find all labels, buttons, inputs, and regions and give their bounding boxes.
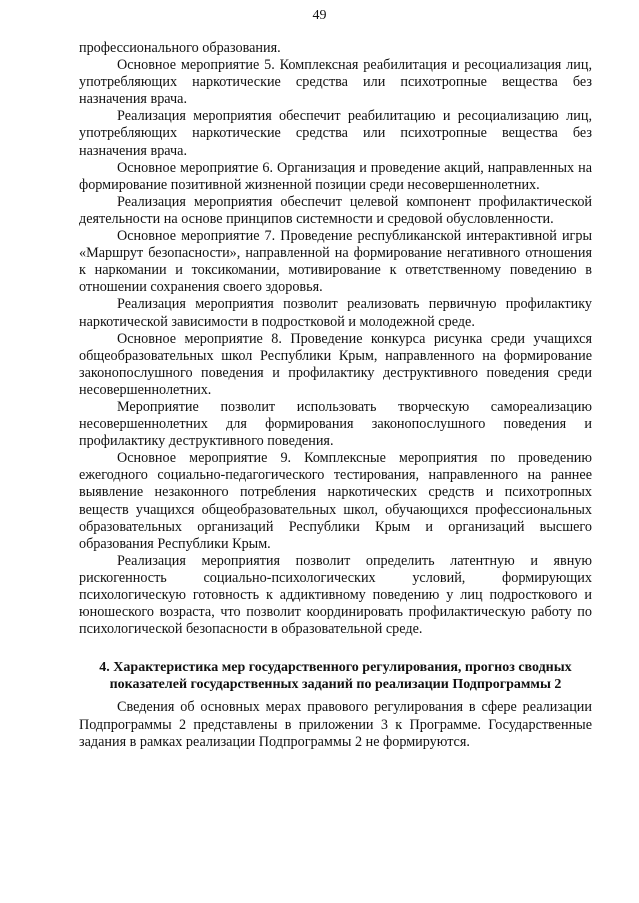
- paragraph-measure-7: Основное мероприятие 7. Проведение республиканской интерактивной игры «Маршрут безопасности», направленной на формирование негативного отношения к наркомании и токсикомании, мотивирование к ответственному поведению в отношении сохранения своего здоровья.: [79, 228, 592, 296]
- paragraph-continuation: профессионального образования.: [79, 40, 281, 56]
- paragraph-measure-5-result: Реализация мероприятия обеспечит реабилитацию и ресоциализацию лиц, употребляющих наркотические средства или психотропные вещества без назначения врача.: [79, 108, 592, 159]
- paragraph-measure-6-result: Реализация мероприятия обеспечит целевой компонент профилактической деятельности на основе принципов системности и средовой обусловленности.: [79, 193, 592, 227]
- paragraph-measure-5: Основное мероприятие 5. Комплексная реабилитация и ресоциализация лиц, употребляющих наркотические средства или психотропные вещества без назначения врача.: [79, 57, 592, 108]
- paragraph-measure-8: Основное мероприятие 8. Проведение конкурса рисунка среди учащихся общеобразовательных школ Республики Крым, направленного на формирование законопослушного поведения и профилактику деструктивного поведения среди несовершеннолетних.: [79, 330, 592, 398]
- page-number: 49: [312, 8, 327, 23]
- document-body: [79, 40, 592, 752]
- section-paragraph: Сведения об основных мерах правового регулирования в сфере реализации Подпрограммы 2 представлены в приложении 3 к Программе. Государственные задания в рамках реализации Подпрограммы 2 не формируются.: [79, 699, 592, 751]
- section-heading: 4. Характеристика мер государственного регулирования, прогноз сводных показателей государственных заданий по реализации Подпрограммы 2: [99, 660, 572, 693]
- paragraph-measure-7-result: Реализация мероприятия позволит реализовать первичную профилактику наркотической зависимости в подростковой и молодежной среде.: [79, 296, 592, 330]
- paragraph-measure-9-result: Реализация мероприятия позволит определить латентную и явную рискогенность социально-психологических условий, формирующих психологическую готовность к аддиктивному поведению у лиц подросткового и юношеского возраста, что позволит координировать профилактическую работу по психологической безопасности в образовательной среде.: [79, 552, 592, 638]
- paragraph-measure-8-result: Мероприятие позволит использовать творческую самореализацию несовершеннолетних для формирования законопослушного поведения и профилактику деструктивного поведения.: [79, 398, 592, 450]
- paragraph-measure-9: Основное мероприятие 9. Комплексные мероприятия по проведению ежегодного социально-педагогического тестирования, направленного на раннее выявление незаконного потребления наркотических средств и психотропных веществ учащихся общеобразовательных школ, обучающихся профессиональных образовательных организаций Республики Крым и организаций высшего образования Республики Крым.: [79, 450, 592, 552]
- paragraph-measure-6: Основное мероприятие 6. Организация и проведение акций, направленных на формирование позитивной жизненной позиции среди несовершеннолетних.: [79, 159, 592, 193]
